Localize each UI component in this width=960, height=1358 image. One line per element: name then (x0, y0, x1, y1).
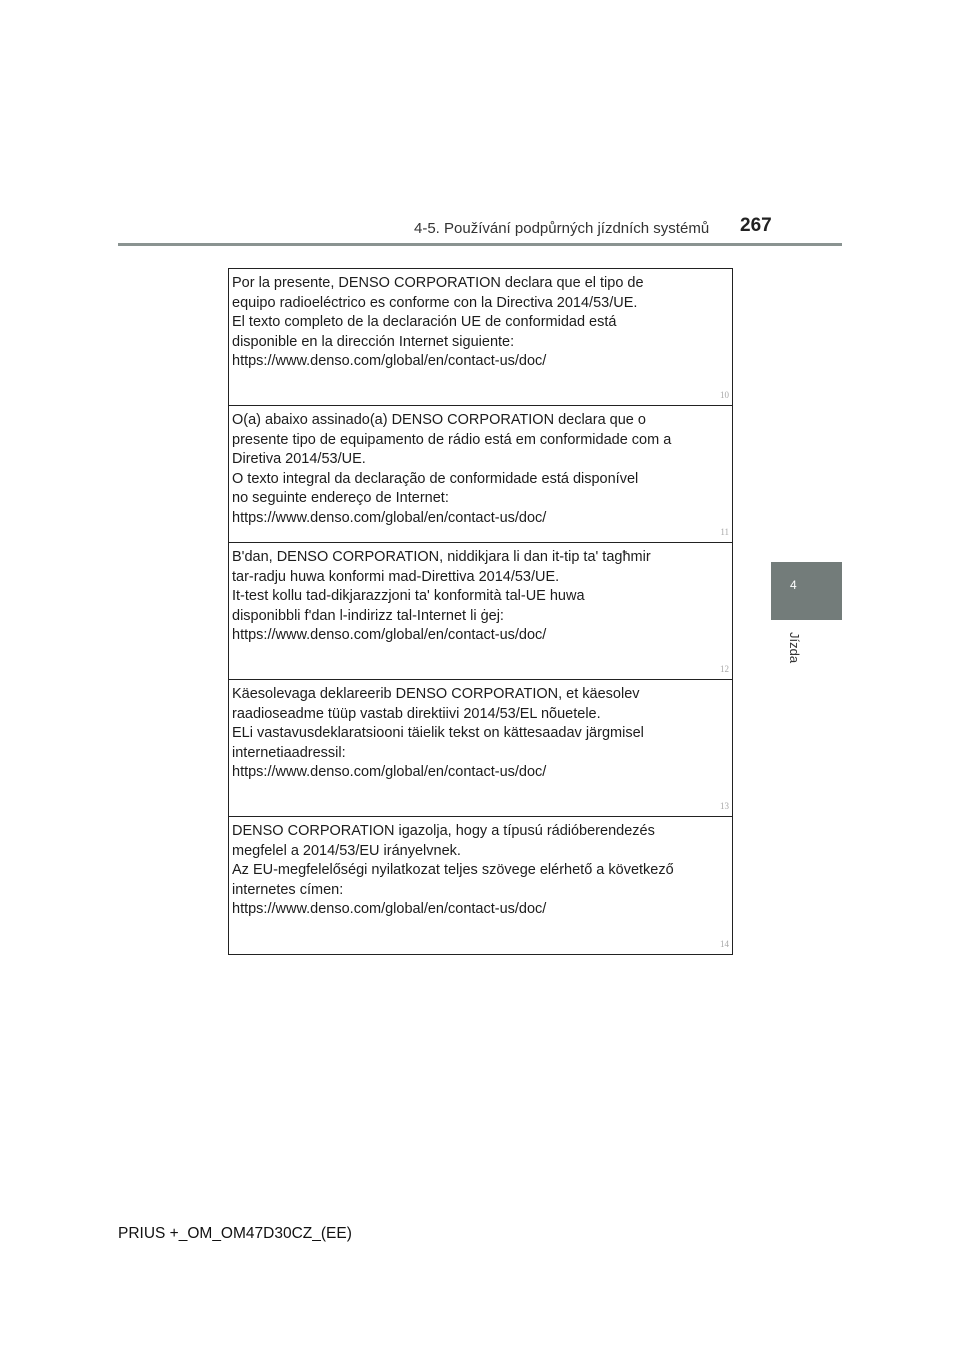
declaration-line: internetes címen: (232, 881, 344, 898)
section-number: 10 (720, 390, 729, 400)
declaration-line: disponibbli f'dan l-indirizz tal-Internet li ġej: (232, 607, 504, 624)
declaration-line: no seguinte endereço de Internet: (232, 490, 449, 507)
declaration-line: raadioseadme tüüp vastab direktiivi 2014/53/EL nõuetele. (232, 705, 601, 722)
declaration-url: https://www.denso.com/global/en/contact-us/doc/ (232, 764, 547, 781)
declaration-line: equipo radioeléctrico es conforme con la Directiva 2014/53/UE. (232, 294, 638, 311)
declaration-line: Diretiva 2014/53/UE. (232, 451, 366, 468)
section-number: 11 (720, 527, 729, 537)
declaration-line: O(a) abaixo assinado(a) DENSO CORPORATION declara que o (232, 412, 646, 428)
declaration-line: ELi vastavusdeklaratsiooni täielik tekst on kättesaadav järgmisel (232, 725, 644, 742)
declaration-frame (228, 268, 733, 955)
document-id: PRIUS +_OM_OM47D30CZ_(EE) (118, 1225, 352, 1242)
chapter-tab[interactable] (771, 562, 842, 620)
chapter-name: Jízda (787, 632, 802, 664)
section-title: 4-5. Používání podpůrných jízdních systémů (414, 220, 710, 237)
declaration-url: https://www.denso.com/global/en/contact-us/doc/ (232, 901, 547, 918)
declaration-url: https://www.denso.com/global/en/contact-us/doc/ (232, 353, 547, 370)
declaration-line: Az EU-megfelelőségi nyilatkozat teljes szövege elérhető a következő (232, 862, 674, 879)
section-number: 14 (720, 939, 729, 949)
page-number: 267 (740, 215, 772, 236)
section-number: 12 (720, 664, 729, 674)
declaration-line: It-test kollu tad-dikjarazzjoni ta' konformità tal-UE huwa (232, 588, 585, 605)
declaration-line: Por la presente, DENSO CORPORATION declara que el tipo de (232, 275, 644, 291)
declaration-line: El texto completo de la declaración UE de conformidad está (232, 314, 617, 331)
declaration-line: tar-radju huwa konformi mad-Direttiva 2014/53/UE. (232, 568, 560, 585)
chapter-number: 4 (790, 578, 797, 592)
declaration-url: https://www.denso.com/global/en/contact-us/doc/ (232, 627, 547, 644)
declaration-section-maltese (229, 543, 732, 680)
declaration-line: presente tipo de equipamento de rádio está em conformidade com a (232, 431, 672, 448)
header-divider (118, 243, 842, 246)
declaration-url: https://www.denso.com/global/en/contact-us/doc/ (232, 509, 547, 526)
declaration-line: disponible en la dirección Internet siguiente: (232, 333, 515, 350)
declaration-section-spanish (229, 269, 732, 406)
declaration-line: DENSO CORPORATION igazolja, hogy a típusú rádióberendezés (232, 823, 655, 839)
section-number: 13 (720, 801, 729, 811)
declaration-line: internetiaadressil: (232, 744, 346, 761)
declaration-section-portuguese (229, 406, 732, 543)
declaration-section-hungarian (229, 817, 732, 954)
declaration-line: B'dan, DENSO CORPORATION, niddikjara li dan it-tip ta' tagħmir (232, 549, 651, 565)
declaration-line: megfelel a 2014/53/EU irányelvnek. (232, 842, 461, 859)
declaration-line: O texto integral da declaração de conformidade está disponível (232, 470, 639, 487)
declaration-line: Käesolevaga deklareerib DENSO CORPORATION, et käesolev (232, 686, 640, 702)
declaration-section-estonian (229, 680, 732, 817)
